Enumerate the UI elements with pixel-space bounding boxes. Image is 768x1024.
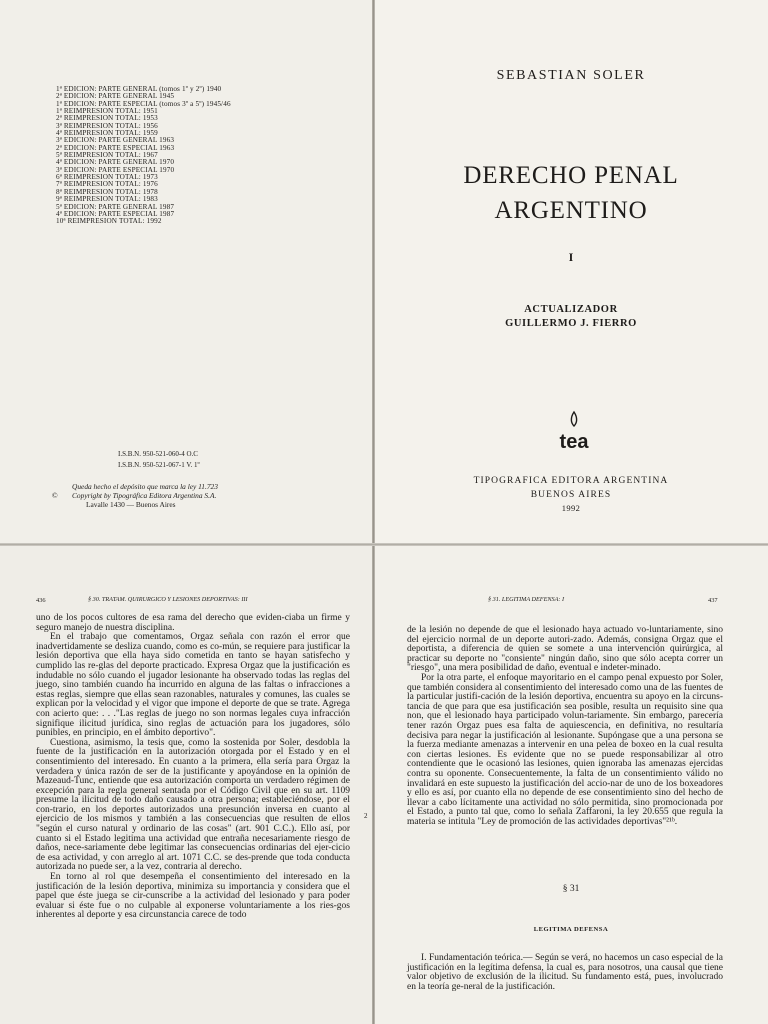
section-mark: § 31 — [562, 884, 580, 894]
title-page — [374, 0, 768, 545]
edition-history-item: 1ª REIMPRESION TOTAL: 1951 — [56, 107, 158, 116]
body-paragraph: En torno al rol que desempeña el consentimiento del interesado en la justificación de la lesión deportiva, minimiza su importancia y considera que el papel que éste juega se cir-cunscribe a la actividad del lesionado y para poder evaluar si éste fue o no culpable al exponerse voluntariamente a los ries-gos inherentes al deporte y esa circunstancia carece de todo — [36, 872, 350, 921]
edition-history-item: 4ª EDICION: PARTE ESPECIAL 1987 — [56, 209, 175, 218]
body-paragraph: uno de los pocos cultores de esa rama del derecho que eviden-ciaba un firme y seguro manejo de nuestra disciplina. — [36, 613, 350, 633]
body-paragraph: Cuestiona, asimismo, la tesis que, como la sostenida por Soler, desdobla la fuente de la justificación en la autorización otorgada por el Estado y en el consentimiento del interesado. En cuanto a la primera, ella sería para Orgaz la verdadera y única razón de ser de la justificante y apoyándose en la opinión de Mazeaud-Tunc, entiende que esa autorización comporta un verdadero régimen de excepción para la regla general sentada por el Código Civil que en su art. 1109 presume la ilicitud de todo daño causado a otra persona; estableciéndose, por el con-trario, en los deportes autorizados una presunción inversa en cuanto al ejercicio de los mismos y también a las consecuencias que resulten de ellos "según el curso natural y ordinario de las cosas" (art. 901 C.C.). Ello así, por cuanto si el Estado legitima una actividad que entraña necesariamente riesgo de daños, nece-sariamente debe legitimar las consecuencias ordinarias del ejer-cicio de esa actividad, y con arreglo al art. 1071 C.C. se des-prende que toda conducta autorizada no puede ser, a la vez, contraria al derecho. — [36, 737, 350, 873]
edition-history-item: 5ª REIMPRESION TOTAL: 1967 — [56, 151, 158, 160]
edition-history-item: 7ª REIMPRESION TOTAL: 1976 — [56, 180, 158, 189]
copyright-symbol: © — [52, 491, 58, 500]
edition-history-list — [56, 86, 231, 226]
edition-history-item: 2ª EDICION: PARTE GENERAL 1945 — [56, 92, 175, 101]
updater-name: GUILLERMO J. FIERRO — [505, 318, 637, 329]
edition-history-item: 3ª EDICION: PARTE ESPECIAL 1970 — [56, 165, 175, 174]
book-title-line-1: DERECHO PENAL — [463, 162, 679, 189]
legal-notice — [52, 482, 218, 509]
edition-history-item: 1ª EDICION: PARTE GENERAL (tomos 1º y 2º) 1940 — [56, 85, 222, 93]
right-running-head: § 31. LEGITIMA DEFENSA: I — [488, 596, 565, 603]
updater-label: ACTUALIZADOR — [524, 304, 618, 315]
body-paragraph: Por la otra parte, el enfoque mayoritario en el campo penal expuesto por Soler, que también considera al consentimiento del interesado como una de las fuentes de la particular justifi-cación de la lesión deportiva, encuentra su apoyo en la circuns-tancia de que para que esa justificación sea posible, resulta un requisito sine qua non, que el lesionado haya participado volun-tariamente. Sin embargo, parecería tener razón Orgaz pues esa falta de aquiescencia, en definitiva, no resultaría decisiva para negar la justificación al lesionante. Supóngase que a una persona se la fuerza mediante amenazas a intervenir en una pelea de boxeo en la cual resulta con ciertas lesiones. Es evidente que no se puede responsabilizar al otro contendiente que le ocasionó las lesiones, quien ignoraba las amenazas ejercidas contra su oponente. Consecuentemente, la falta de un consentimiento válido no invalidará en este supuesto la justificación del accio-nar de uno de los boxeadores y ello es así, por cuanto ella no depende de ese consentimiento sino del hecho de llevar a cabo lícitamente una actividad no sólo permitida, sino promocionada por el Estado, a punto tal que, como lo señala Zaffaroni, la ley 20.655 que regula la materia se intitula "Ley de promoción de las actividades deportivas"²¹ᵇ. — [407, 672, 723, 827]
edition-history-item: 3ª EDICION: PARTE GENERAL 1963 — [56, 136, 175, 145]
isbn-line-1: I.S.B.N. 950-521-060-4 O.C — [118, 450, 198, 458]
edition-history-item: 3ª REIMPRESION TOTAL: 1956 — [56, 121, 158, 130]
book-gutter — [372, 0, 375, 1024]
deposit-notice: Queda hecho el depósito que marca la ley 11.723 — [72, 482, 218, 491]
left-page-number: 436 — [36, 597, 46, 604]
flame-icon — [554, 410, 594, 452]
author-name: SEBASTIAN SOLER — [496, 68, 646, 83]
edition-history-item: 9ª REIMPRESION TOTAL: 1983 — [56, 195, 158, 204]
isbn-line-2: I.S.B.N. 950-521-067-1 V. 1º — [118, 461, 200, 469]
edition-history-item: 2ª REIMPRESION TOTAL: 1953 — [56, 114, 158, 123]
edition-history-item: 1ª EDICION: PARTE ESPECIAL (tomos 3º a 5º) 1945/46 — [56, 99, 231, 108]
right-body-text — [407, 626, 723, 827]
book-title-line-2: ARGENTINO — [494, 197, 648, 224]
logo-text: tea — [559, 431, 589, 452]
margin-mark: 2 — [364, 812, 368, 820]
edition-history-item: 8ª REIMPRESION TOTAL: 1978 — [56, 187, 158, 196]
edition-history-item: 5ª EDICION: PARTE GENERAL 1987 — [56, 202, 175, 211]
publisher-city: BUENOS AIRES — [530, 490, 612, 500]
publisher-logo — [554, 410, 594, 457]
publisher-name: TIPOGRAFICA EDITORA ARGENTINA — [473, 476, 669, 486]
edition-history-item: 6ª REIMPRESION TOTAL: 1973 — [56, 173, 158, 182]
section-intro-paragraph: I. Fundamentación teórica.— Según se verá, no hacemos un caso especial de la justificación en la legítima defensa, la cual es, para nosotros, una causal que tiene valor objetivo de exclusión de la ilicitud. Su fundamento está, pues, involucrado en la teoría ge-neral de la justificación. — [407, 953, 723, 992]
publisher-address: Lavalle 1430 — Buenos Aires — [86, 500, 176, 509]
edition-history-item: 10ª REIMPRESION TOTAL: 1992 — [56, 217, 162, 226]
body-paragraph: de la lesión no depende de que el lesionado haya actuado vo-luntariamente, sino del ejercicio normal de un deporte autori-zado. Además, consigna Orgaz que el deportista, a diferencia de quien se somete a una intervención quirúrgica, al practicar su deporte no "consiente" ningún daño, sino que sólo acepta correr un "riesgo", una mera posibilidad de daño, eventual e indeter-minado. — [407, 625, 723, 674]
edition-history-item: 4ª EDICION: PARTE GENERAL 1970 — [56, 158, 175, 167]
left-running-head: § 30. TRATAM. QUIRURGICO Y LESIONES DEPORTIVAS: III — [88, 596, 248, 603]
body-paragraph: En el trabajo que comentamos, Orgaz señala con razón el error que inadvertidamente se desliza cuando, como es co-mún, se requiere para justificar la lesión deportiva que ella haya sido cometida en tanto se hayan satisfecho y cumplido las re-glas del deporte practicado. Expresa Orgaz que la justificación es indudable no sólo cuando el jugador lesionante ha observado todas las reglas del juego, sino también cuando ha incurrido en alguna de las faltas o infracciones a estas reglas, siempre que ellas sean razonables, naturales y comunes, las cuales se explican por la velocidad y el vigor que impone el deporte de que se trate. Agrega con acierto que: . . ."Las reglas de juego no son normas legales cuya infracción signifique ilicitud jurídica, sino reglas de actuación para los jugadores, sólo punibles, en principio, en el ámbito deportivo". — [36, 632, 350, 739]
publication-year: 1992 — [561, 503, 581, 513]
edition-history-item: 4ª REIMPRESION TOTAL: 1959 — [56, 129, 158, 138]
section-heading: LEGITIMA DEFENSA — [533, 926, 609, 933]
right-page-number: 437 — [708, 597, 718, 604]
volume-number: I — [568, 250, 574, 264]
copyright-page — [0, 0, 374, 545]
section-intro-block — [407, 954, 723, 992]
page-divider — [0, 543, 768, 546]
left-body-text — [36, 614, 350, 921]
copyright-line: Copyright by Tipográfica Editora Argentina S.A. — [72, 491, 217, 500]
edition-history-item: 2ª EDICION: PARTE ESPECIAL 1963 — [56, 143, 175, 152]
